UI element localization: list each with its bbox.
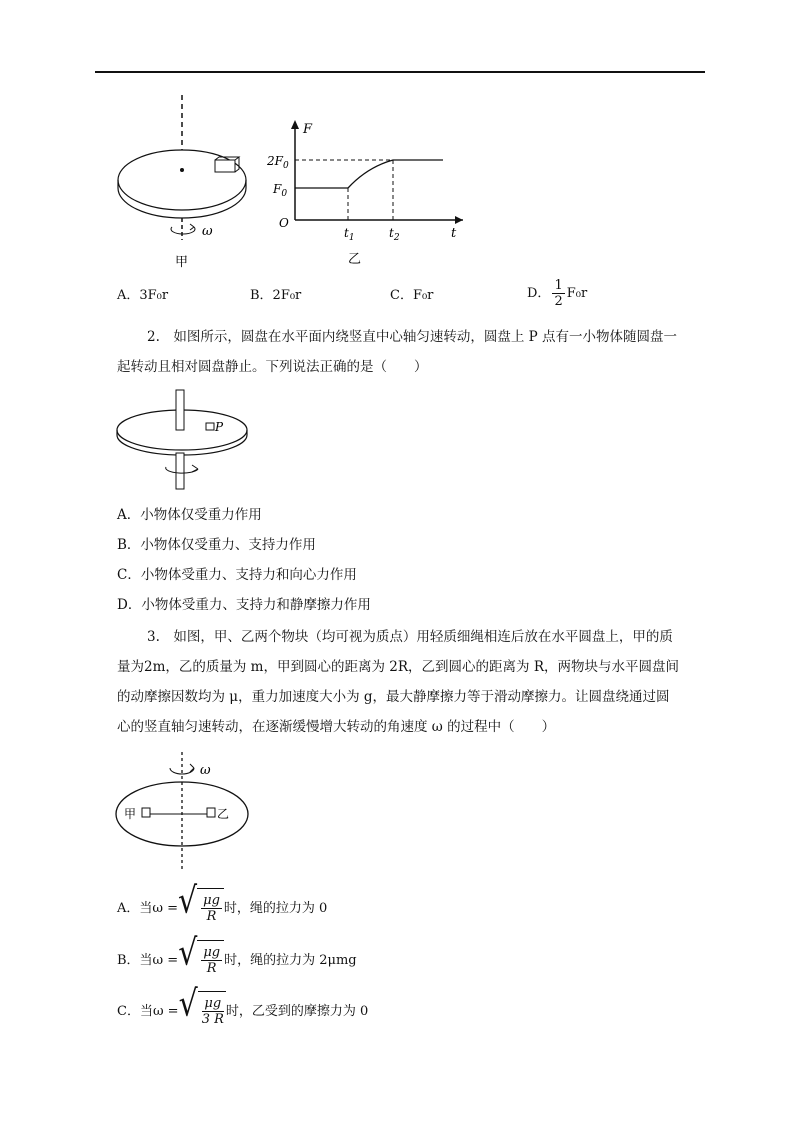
x-axis-arrow xyxy=(455,216,463,224)
y-axis-arrow xyxy=(291,120,299,129)
block xyxy=(215,160,235,172)
tick-t2: $t_2$ xyxy=(389,226,400,243)
rotation-arrowhead xyxy=(192,465,198,472)
rotation-arrow xyxy=(171,227,195,234)
tick-2F0: $2F_0$ xyxy=(267,154,289,171)
axle-top xyxy=(176,390,184,430)
frac-den: R xyxy=(206,961,217,976)
frac-den: 3 R xyxy=(201,1012,224,1027)
q3-option-c-prefix: C．当ω = xyxy=(117,1004,179,1019)
disc-center xyxy=(180,168,184,172)
frac-num: μg xyxy=(203,945,221,960)
omega-label: ω xyxy=(202,224,213,239)
q2-stem-line2: 起转动且相对圆盘静止。下列说法正确的是（ ） xyxy=(117,359,428,375)
frac-den: R xyxy=(206,909,217,924)
q2-option-d[interactable]: D．小物体受重力、支持力和静摩擦力作用 xyxy=(117,597,371,613)
axle-bottom xyxy=(176,453,184,489)
q3-option-a-prefix: A．当ω = xyxy=(117,901,179,916)
q3-option-c-suffix: 时，乙受到的摩擦力为 0 xyxy=(225,1004,369,1019)
q1-option-c[interactable]: C．F₀r xyxy=(390,288,434,303)
q1-option-d-prefix: D． xyxy=(527,286,551,301)
q1-option-b[interactable]: B．2F₀r xyxy=(250,288,302,303)
object-p xyxy=(206,423,214,430)
q1-option-a[interactable]: A．3F₀r xyxy=(117,288,169,303)
sqrt: √ $\frac{\mu g}{R}$ xyxy=(178,940,224,981)
q3-stem-line1: 3. 如图，甲、乙两个物块（均可视为质点）用轻质细绳相连后放在水平圆盘上，甲的质 xyxy=(147,629,673,645)
disc-top xyxy=(118,150,246,210)
block-yi xyxy=(207,808,215,817)
fig1-disc-figure xyxy=(110,90,260,270)
rotation-arrowhead xyxy=(190,224,194,230)
F-curve xyxy=(295,160,443,188)
q3-option-c[interactable] xyxy=(117,983,369,1032)
sqrt: √ $\frac{\mu g}{R}$ xyxy=(178,888,224,929)
q3-option-b-suffix: 时，绳的拉力为 2μmg xyxy=(224,953,357,968)
q2-option-a[interactable]: A．小物体仅受重力作用 xyxy=(117,507,262,523)
frac-num: μg xyxy=(203,893,220,908)
q2-disc-figure xyxy=(110,385,260,495)
q2-option-c[interactable]: C．小物体受重力、支持力和向心力作用 xyxy=(117,567,357,583)
q3-option-a-suffix: 时，绳的拉力为 0 xyxy=(223,901,328,916)
yi-label: 乙 xyxy=(348,252,362,267)
point-p-label: P xyxy=(215,420,224,434)
x-axis-label: t xyxy=(451,226,457,241)
y-axis-label: F xyxy=(303,122,313,137)
header-rule xyxy=(95,71,705,73)
fraction xyxy=(201,893,222,924)
fraction xyxy=(201,945,222,976)
tick-F0: $F_0$ xyxy=(273,182,288,199)
q3-option-b-prefix: B．当ω = xyxy=(117,953,179,968)
yi-label: 乙 xyxy=(217,807,230,821)
q3-stem-line3: 的动摩擦因数均为 μ，重力加速度大小为 g，最大静摩擦力等于滑动摩擦力。让圆盘绕通过圆 xyxy=(117,689,670,705)
jia-label: 甲 xyxy=(124,807,137,821)
frac-num: μg xyxy=(202,996,224,1012)
frac-num: 1 xyxy=(554,278,563,293)
fig1-graph xyxy=(265,115,475,270)
tick-t1: $t_1$ xyxy=(344,226,355,243)
fraction-half xyxy=(552,278,564,309)
origin-label: O xyxy=(279,216,289,230)
q3-stem-line4: 心的竖直轴匀速转动，在逐渐缓慢增大转动的角速度 ω 的过程中（ ） xyxy=(117,719,556,735)
q3-stem-line2: 量为2m，乙的质量为 m，甲到圆心的距离为 2R，乙到圆心的距离为 R，两物块与水平圆盘间 xyxy=(117,659,679,675)
q3-disc-figure xyxy=(110,750,270,875)
q2-option-b[interactable]: B．小物体仅受重力、支持力作用 xyxy=(117,537,316,553)
omega-label: ω xyxy=(200,763,211,778)
jia-label: 甲 xyxy=(175,255,189,270)
sqrt: √ $\frac{\mu g}{3 R}$ xyxy=(179,991,226,1032)
q1-option-d[interactable] xyxy=(527,278,587,309)
fraction xyxy=(202,996,224,1027)
block-jia xyxy=(142,808,150,817)
frac-den: 2 xyxy=(554,294,563,309)
q1-option-d-suffix: F₀r xyxy=(566,286,588,301)
q2-stem-line1: 2. 如图所示，圆盘在水平面内绕竖直中心轴匀速转动，圆盘上 P 点有一小物体随圆盘一 xyxy=(147,329,678,345)
q3-option-a[interactable] xyxy=(117,880,328,929)
q3-option-b[interactable] xyxy=(117,932,357,981)
